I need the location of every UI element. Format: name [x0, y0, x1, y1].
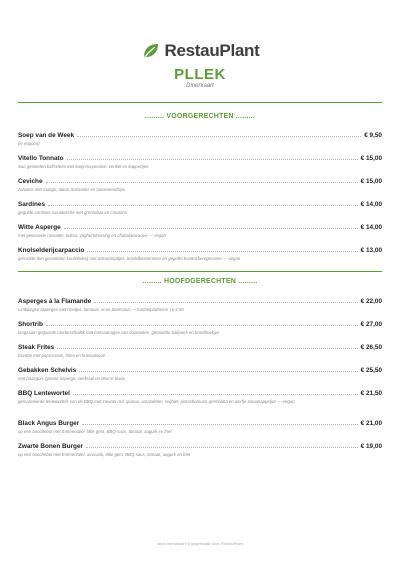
dish-item — [18, 153, 382, 170]
dish-description: (ie erpjoon) — [18, 141, 40, 146]
section-title-voorgerechten: ......... VOORGERECHTEN ......... — [144, 113, 256, 120]
dish-item — [18, 418, 382, 435]
dish-item — [18, 296, 382, 313]
dish-description: geroviste dun geraneden knolselderij met pistaccinpitjes, bordelbessenmen en gepofte krontockerogeranse — vegan — [18, 256, 241, 261]
dish-item — [18, 319, 382, 336]
dish-description: Suo gesneden kalfsvlees met tonijnmayonaise, venkel en kappertjes. — [18, 164, 150, 169]
dish-description: met gewasede rassatter, koksa, yoghurtdressing en chaladalavanee — vegan — [18, 233, 166, 238]
dish-name: Gebakken Schelvis — [18, 367, 77, 374]
dish-name: Asperges à la Flamande — [18, 298, 92, 305]
section-divider — [18, 271, 382, 272]
dish-item — [18, 365, 382, 382]
header-divider — [18, 102, 382, 103]
dish-price: € 21,50 — [360, 390, 382, 397]
dish-description: gegrilde sardines sasaitesche met gremolata en croutons — [18, 210, 127, 215]
dish-price: € 9,50 — [364, 132, 382, 139]
brand-logo — [0, 41, 400, 61]
dish-item — [18, 199, 382, 216]
dish-price: € 13,00 — [360, 247, 382, 254]
dish-name: Ceviche — [18, 178, 43, 185]
dish-name: Zwarte Bonen Burger — [18, 443, 83, 450]
dish-price: € 15,00 — [360, 178, 382, 185]
dish-description: bavette met peprorasus, frites en krassalonoe — [18, 353, 106, 358]
dish-description: op een briochebol met Emmentaler, little gem, BBQ-saus, tomaat, augurk en friet — [18, 429, 172, 434]
dish-price: € 26,50 — [360, 344, 382, 351]
dish-price: € 19,00 — [360, 443, 382, 450]
restaurant-name: PLLEK — [174, 66, 226, 83]
menu-subtitle: Dinerkaart — [186, 83, 214, 89]
dish-description: langzaam gegaarde runderschoiltik met lantsaampjes van doperwten, gestoofde bakpees en krontboekjus — [18, 330, 220, 335]
dish-item — [18, 245, 382, 262]
section-title-hoofdgerechten: ......... HOOFDGERECHTEN ......... — [142, 278, 258, 285]
dish-item — [18, 441, 382, 458]
dish-item — [18, 342, 382, 359]
dish-description: met paasgon, groene asperge, zeekraal en beurre blanc — [18, 376, 126, 381]
dish-name: Vitello Tonnato — [18, 155, 64, 162]
dish-price: € 25,50 — [360, 367, 382, 374]
dish-name: Soep van de Week — [18, 132, 74, 139]
dish-item — [18, 130, 382, 147]
dish-name: Knolselderijcarpaccio — [18, 247, 85, 254]
dish-name: Shortrib — [18, 321, 43, 328]
dish-price: € 14,00 — [360, 224, 382, 231]
footer-credit: deze menukaart is opgemaakt door RestauPlant — [157, 541, 243, 546]
dish-name: Steak Frites — [18, 344, 55, 351]
dish-name: Witte Asperge — [18, 224, 61, 231]
dish-description: gemarineerde lentewortels van de BBQ met zewata rod, quinoa, amandelen, snijbiet, pistachomunn gremolata en worfje-sinaasappeljus — vegan — [18, 399, 295, 404]
dish-description: zalvanis met mango, tokos, koriander en bassenenchips — [18, 187, 126, 192]
dish-description: Limbiurgse asperges met rmetjes, lamaoix, ei en botersaus — tumbelpaaheme +€ 4,50 — [18, 307, 184, 312]
dish-price: € 15,00 — [360, 155, 382, 162]
dish-price: € 14,00 — [360, 201, 382, 208]
dish-name: BBQ Lentewortel — [18, 390, 70, 397]
dish-item — [18, 222, 382, 239]
dish-name: Sardines — [18, 201, 45, 208]
dish-price: € 27,00 — [360, 321, 382, 328]
dish-price: € 21,00 — [360, 420, 382, 427]
dish-item — [18, 176, 382, 193]
dish-name: Black Angus Burger — [18, 420, 80, 427]
dish-description: op een briochebol met Emmentaler, avocado, little gem, BBQ-saus, tomaat, augurk en friet — [18, 452, 191, 457]
brand-name: RestauPlant — [164, 41, 260, 60]
leaf-icon — [141, 41, 161, 61]
dish-item — [18, 388, 382, 405]
dish-price: € 22,00 — [360, 298, 382, 305]
